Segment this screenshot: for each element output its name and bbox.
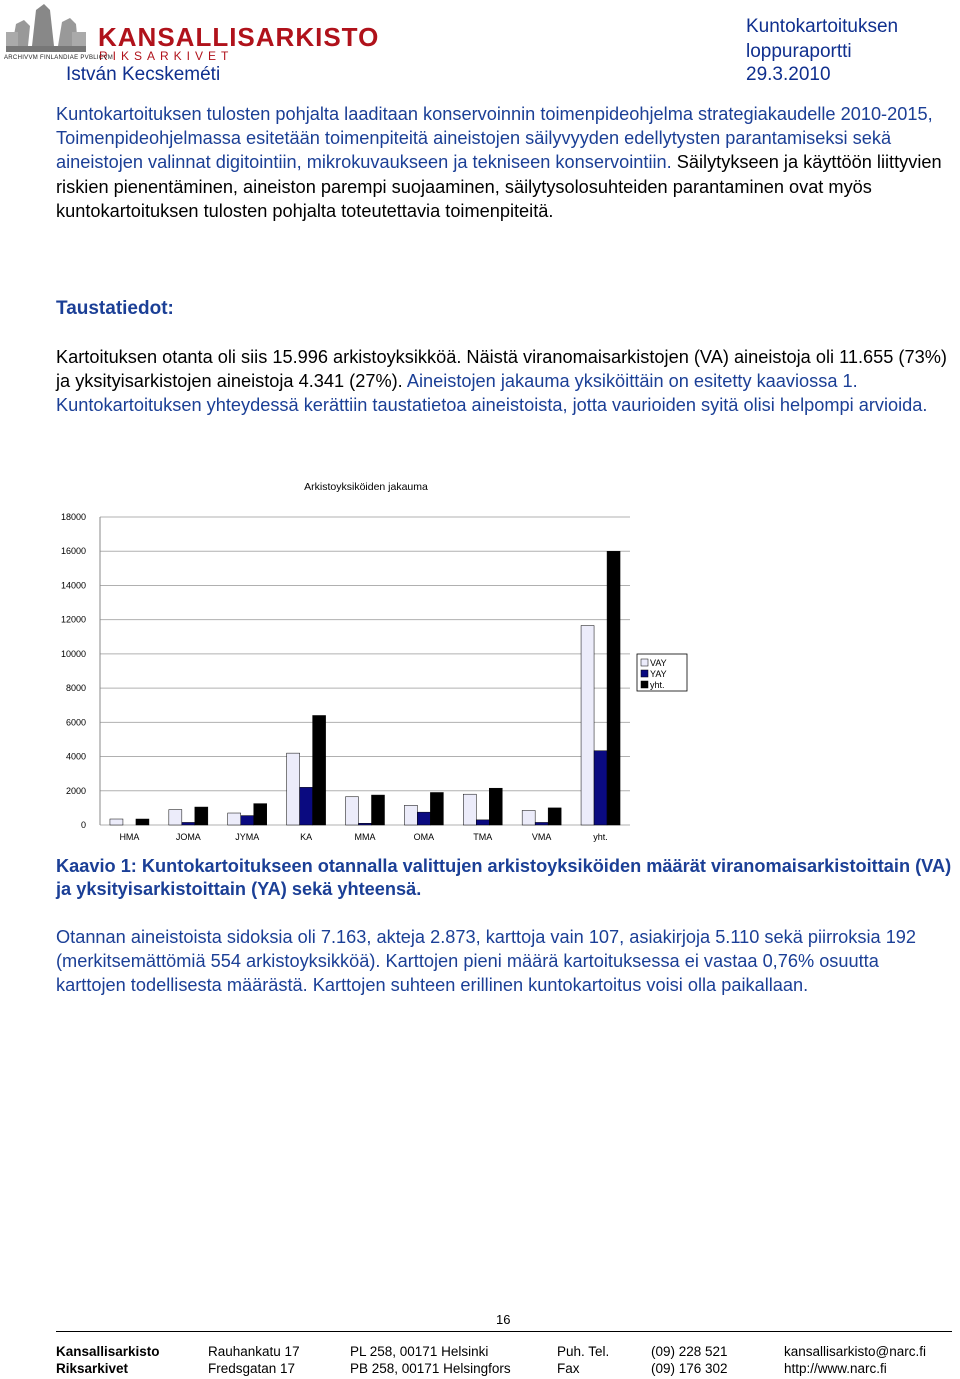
bar-YAY-JYMA bbox=[241, 816, 254, 825]
footer-fax-label: Fax bbox=[557, 1361, 580, 1376]
y-tick-label: 10000 bbox=[60, 648, 86, 659]
paragraph-conservation-plan bbox=[56, 102, 952, 223]
bar-VAY-yht bbox=[581, 626, 594, 825]
bar-yht-JOMA bbox=[195, 807, 208, 825]
bar-YAY-yht bbox=[594, 751, 607, 825]
chart-caption: Kaavio 1: Kuntokartoitukseen otannalla valittujen arkistoyksiköiden määrät viranomaisarkistoittain (VA) ja yksityisarkistoittain (YA) sekä yhteensä. bbox=[56, 856, 952, 899]
chart-title: Arkistoyksiköiden jakauma bbox=[304, 481, 428, 493]
legend-label: yht. bbox=[650, 680, 665, 690]
footer-postal-fi: PL 258, 00171 Helsinki bbox=[350, 1344, 489, 1359]
bar-yht-VMA bbox=[548, 808, 561, 825]
bar-VAY-TMA bbox=[463, 794, 476, 825]
footer-org-fi: Kansallisarkisto bbox=[56, 1344, 160, 1359]
bar-VAY-JYMA bbox=[228, 813, 241, 825]
y-tick-label: 8000 bbox=[65, 683, 86, 694]
paragraph-text: Aineistojen jakauma yksiköittäin on esitetty kaaviossa 1. Kuntokartoituksen yhteydessä kerättiin taustatietoa aineistoista, jotta vaurioiden syitä olisi helpompi arvioida. bbox=[56, 371, 928, 416]
footer-divider bbox=[56, 1331, 952, 1332]
x-tick-label: OMA bbox=[413, 832, 435, 842]
author-name: István Kecskeméti bbox=[66, 64, 221, 85]
x-tick-label: TMA bbox=[473, 832, 493, 842]
footer-org-sv: Riksarkivet bbox=[56, 1361, 129, 1376]
paragraph-text: Kuntokartoituksen tulosten pohjalta laaditaan konservoinnin toimenpideohjelma strategiakaudelle 2010-2015, Toimenpideohjelmassa esitetään toimenpiteitä aineistojen säilyvyyden edellytysten parantamiseksi sekä aineistojen valinnat digitointiin, mikrokuvaukseen ja tekniseen konservointiin. bbox=[56, 104, 933, 173]
x-tick-label: JOMA bbox=[175, 832, 201, 842]
bar-VAY-MMA bbox=[346, 797, 359, 825]
x-axis-ticks bbox=[119, 832, 607, 842]
x-tick-label: KA bbox=[300, 832, 313, 842]
legend-swatch bbox=[641, 681, 648, 688]
footer-postal-sv: PB 258, 00171 Helsingfors bbox=[350, 1361, 511, 1376]
paragraph-text: Säilytykseen ja käyttöön liittyvien riskien pienentäminen, aineiston parempi suojaaminen, säilytysolosuhteiden parantaminen ovat myös kuntokartoituksen tulosten pohjalta toteutettavia toimenpiteitä. bbox=[56, 152, 942, 221]
bar-VAY-KA bbox=[287, 753, 300, 825]
logo-wordmark: KANSALLISARKISTO bbox=[98, 22, 380, 52]
bar-VAY-HMA bbox=[110, 819, 123, 825]
bar-YAY-OMA bbox=[417, 812, 430, 825]
bar-chart bbox=[50, 474, 690, 850]
y-tick-label: 2000 bbox=[65, 785, 86, 796]
bar-VAY-VMA bbox=[522, 810, 535, 825]
y-tick-label: 12000 bbox=[60, 614, 86, 625]
paragraph-sample-materials: Otannan aineistoista sidoksia oli 7.163, akteja 2.873, karttoja vain 107, asiakirjoja 5.110 sekä piirroksia 192 (merkitsemättömiä 554 arkistoyksikköä). Karttojen pieni määrä kartoituksessa ei vastaa 0,76% osuutta karttojen todellisesta määrästä. Karttojen suhteen erillinen kuntokartoitus voisi olla paikallaan. bbox=[56, 927, 917, 996]
y-tick-label: 6000 bbox=[65, 717, 86, 728]
bar-yht-MMA bbox=[372, 795, 385, 825]
bar-yht-KA bbox=[313, 715, 326, 825]
bar-VAY-JOMA bbox=[169, 810, 182, 825]
x-tick-label: VMA bbox=[531, 832, 552, 842]
chart-gridlines bbox=[100, 517, 630, 825]
document-title: Kuntokartoituksen loppuraportti bbox=[746, 16, 899, 62]
bar-VAY-OMA bbox=[404, 805, 417, 825]
footer-street-fi: Rauhankatu 17 bbox=[208, 1344, 300, 1359]
footer-phone-label: Puh. Tel. bbox=[557, 1344, 610, 1359]
footer-email[interactable]: kansallisarkisto@narc.fi bbox=[784, 1344, 927, 1359]
paragraph-text: Kartoituksen otanta oli siis 15.996 arkistoyksikköä. Näistä viranomaisarkistojen (VA) aineistoja oli 11.655 (73%) ja yksityisarkistojen aineistoja 4.341 (27%). bbox=[56, 347, 947, 392]
x-tick-label: HMA bbox=[119, 832, 140, 842]
page-number: 16 bbox=[496, 1312, 511, 1327]
logo bbox=[2, 2, 380, 64]
footer-website[interactable]: http://www.narc.fi bbox=[784, 1361, 887, 1376]
y-tick-label: 14000 bbox=[60, 580, 86, 591]
bar-yht-OMA bbox=[430, 792, 443, 825]
bar-YAY-MMA bbox=[359, 823, 372, 825]
footer-phone: (09) 228 521 bbox=[651, 1344, 728, 1359]
logo-subtitle: RIKSARKIVET bbox=[99, 49, 234, 63]
section-heading: Taustatiedot: bbox=[56, 298, 174, 319]
bar-YAY-JOMA bbox=[182, 822, 195, 825]
document-date: 29.3.2010 bbox=[746, 64, 831, 85]
bar-yht-JYMA bbox=[254, 804, 267, 825]
legend-swatch bbox=[641, 670, 648, 677]
bar-yht-TMA bbox=[489, 788, 502, 825]
paragraph-background bbox=[56, 345, 952, 418]
y-tick-label: 18000 bbox=[60, 512, 86, 522]
y-tick-label: 0 bbox=[80, 820, 86, 830]
x-tick-label: JYMA bbox=[235, 832, 260, 842]
legend-label: VAY bbox=[650, 658, 667, 668]
bar-YAY-KA bbox=[300, 787, 313, 825]
bar-yht-yht bbox=[607, 551, 620, 825]
bar-yht-HMA bbox=[136, 819, 149, 825]
chart-legend bbox=[637, 654, 687, 691]
footer-fax: (09) 176 302 bbox=[651, 1361, 728, 1376]
footer-street-sv: Fredsgatan 17 bbox=[208, 1361, 296, 1376]
x-tick-label: yht. bbox=[593, 832, 608, 842]
y-axis-ticks bbox=[61, 512, 86, 830]
bar-YAY-TMA bbox=[476, 820, 489, 825]
y-tick-label: 4000 bbox=[65, 751, 86, 762]
bar-YAY-VMA bbox=[535, 822, 548, 825]
legend-swatch bbox=[641, 659, 648, 666]
logo-motto: ARCHIVVM FINLANDIAE PVBLICVM bbox=[4, 55, 114, 61]
y-tick-label: 16000 bbox=[60, 546, 86, 557]
legend-label: YAY bbox=[650, 669, 667, 679]
x-tick-label: MMA bbox=[354, 832, 376, 842]
